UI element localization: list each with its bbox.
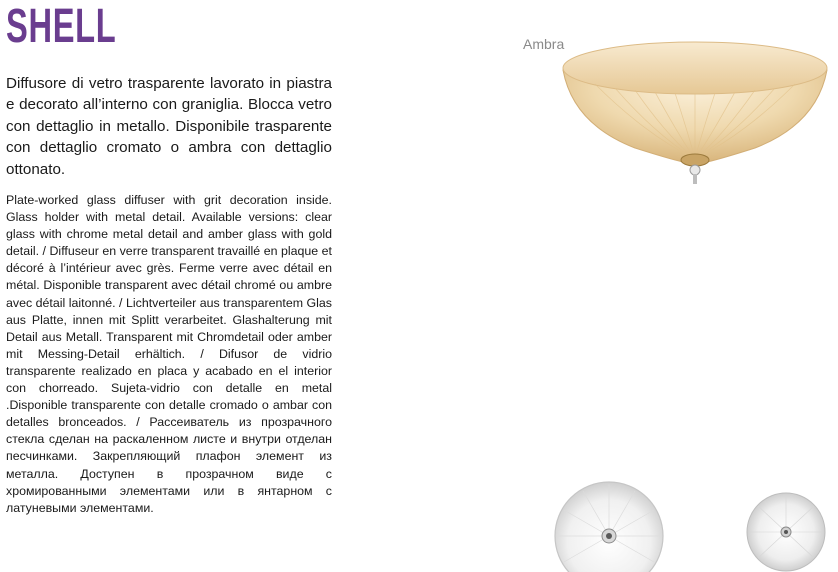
amber-lamp-image <box>555 24 835 194</box>
product-title: SHELL <box>6 0 117 53</box>
chrome-lamp-image <box>744 488 828 572</box>
description-italian: Diffusore di vetro trasparente lavorato in piastra e decorato all’interno con graniglia. Blocca vetro con dettaglio in metallo. Disponibile trasparente con dettaglio cromato o ambra con dettaglio ottonato. <box>6 75 332 178</box>
description-multilingual: Plate-worked glass diffuser with grit decoration inside. Glass holder with metal detail. Available versions: clear glass with chrome metal detail and amber glass with gold detail. / Diffuseur en verre transparent travaillé en plaque et décoré à l’intérieur avec grès. Ferme verre avec détail en métal. Disponible transparent avec détail chromé ou ambre avec détail laitonné. / Lichtverteiler aus transparentem Glas aus Platte, innen mit Splitt verarbeitet. Glashalterung mit Detail aus Metall. Transparent mit Chromdetail oder amber mit Messing-Detail erhältich. / Difusor de vidrio transparente realizado en placa y acabado en el interior con chorreado. Sujeta-vidrio con detalle en metal .Disponible transparente con detalle cromado o ambar con detalles bronceados. / Рассеиватель из прозрачного стекла сделан на раскаленном листе и внутри отделан песчинками. Закрепляющий плафон элемент из металла. Доступен в прозрачном виде с хромированными элементами или в янтарном с латуневыми элементами. <box>6 193 332 515</box>
clear-lamp-bottom-image <box>553 478 665 572</box>
variant-label-ambra: Ambra <box>523 36 565 52</box>
